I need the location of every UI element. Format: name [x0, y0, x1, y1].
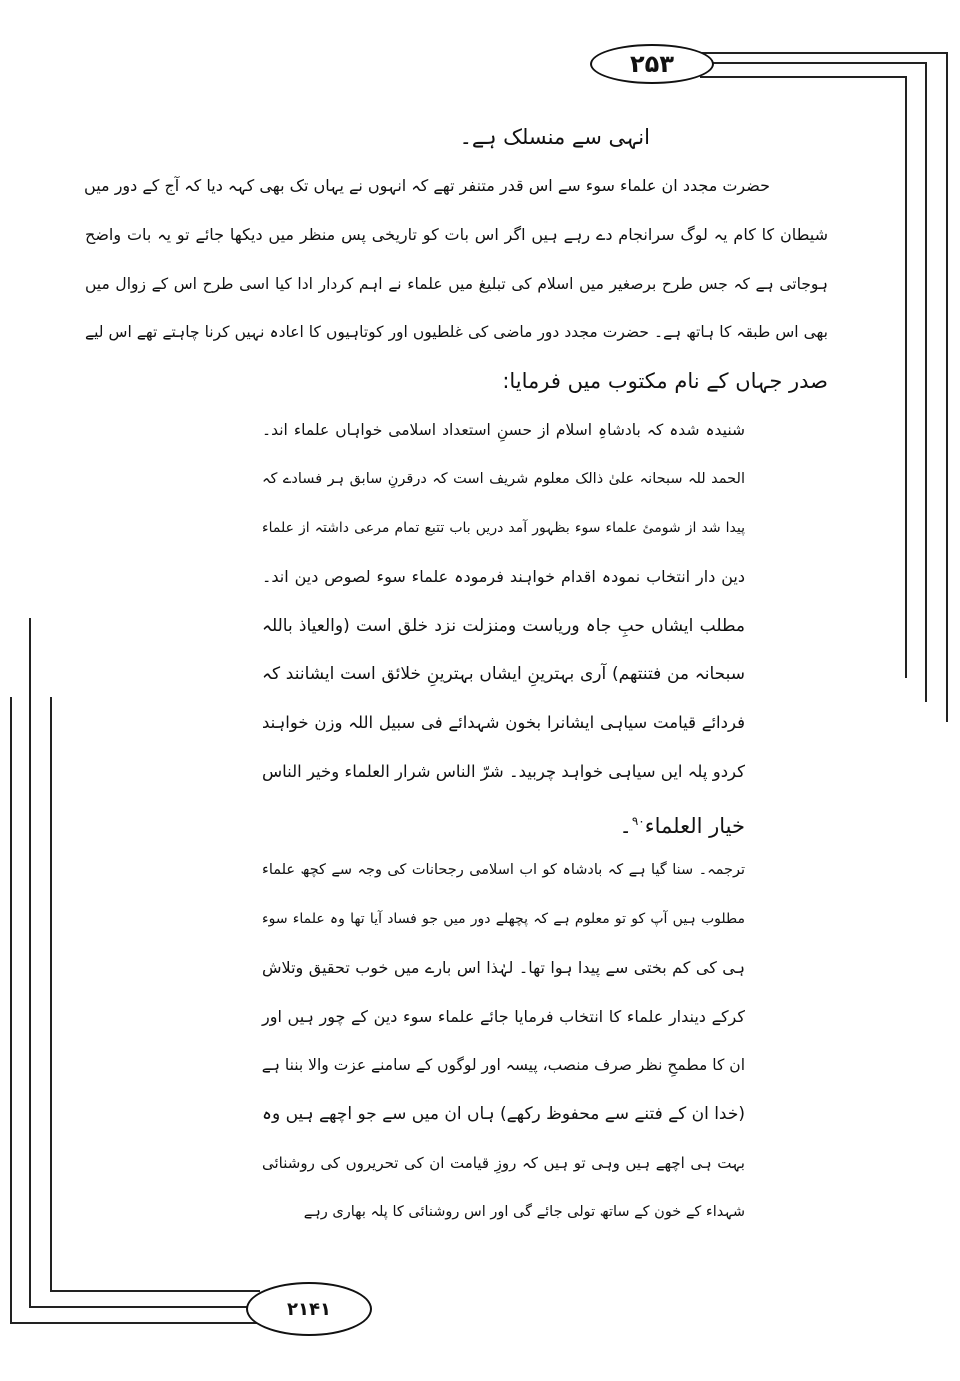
quote-line: دین دار انتخاب نمودہ اقدام خواہند فرمودہ علماء سوء لصوص دین اند۔ [262, 567, 745, 586]
text-line: شیطان کا کام یہ لوگ سرانجام دے رہے ہیں اگر اس بات کو تاریخی پس منظر میں دیکھا جائے تو یہ بات واضح [85, 225, 828, 244]
frame-line [50, 697, 52, 1291]
frame-line [705, 62, 927, 64]
quote-line: سبحانہ من فتنتھم) آری بہترینِ ایشاں بہترینِ خلائق است ایشانند کہ [262, 664, 745, 684]
frame-line [946, 52, 948, 722]
translation-line: کرکے دیندار علماء کا انتخاب فرمایا جائے علماء سوء دین کے چور ہیں اور [262, 1007, 745, 1026]
text-line: ہوجاتی ہے کہ جس طرح برصغیر میں اسلام کی تبلیغ میں علماء نے اہم کردار ادا کیا اسی طرح اس کے زوال میں [85, 275, 828, 293]
text-line: حضرت مجدد ان علماء سوء سے اس قدر متنفر تھے کہ انہوں نے یہاں تک بھی کہہ دیا کہ آج کے دور میں [84, 176, 770, 195]
frame-line [29, 1306, 254, 1308]
quote-line: پیدا شد از شومئ علماء سوء بظہور آمد دریں باب تتبع تمام مرعی داشتہ از علماء [262, 520, 745, 536]
page-number-top: ۲۵۳ [590, 44, 714, 84]
frame-line [925, 62, 927, 702]
translation-line: (خدا ان کے فتنے سے محفوظ رکھے) ہاں ان میں سے جو اچھے ہیں وہ [262, 1104, 745, 1124]
quote-end-mark: ۔ [619, 814, 632, 838]
text-line: انہی سے منسلک ہے۔ [459, 125, 650, 149]
text-line: بھی اس طبقہ کا ہاتھ ہے۔ حضرت مجدد دور ماضی کی غلطیوں اور کوتاہیوں کا اعادہ نہیں کرنا چاہتے تھے اس لیے [85, 323, 828, 341]
frame-line [50, 1290, 260, 1292]
text-line: صدر جہاں کے نام مکتوب میں فرمایا: [502, 369, 828, 393]
quote-line: شنیدہ شدہ کہ بادشاہِ اسلام از حسنِ استعداد اسلامی خواہاں علماء اند۔ [262, 421, 745, 439]
quote-line: فردائے قیامت سیاہی ایشانرا بخون شہدائے فی سبیل اللہ وزن خواہند [262, 713, 745, 732]
quote-line: کردو پلہ ایں سیاہی خواہد چربید۔ شرّ الناس شرار العلماء وخیر الناس [261, 762, 745, 781]
footnote-reference[interactable]: ۹۰ [631, 814, 645, 828]
quote-line: الحمد للہ سبحانہ علیٰ ذالک معلوم شریف است کہ درقرنِ سابق ہر فسادے کہ [262, 471, 745, 487]
frame-line [905, 76, 907, 678]
frame-line [29, 618, 31, 1308]
frame-line [700, 52, 948, 54]
translation-line: ہی کی کم بختی سے پیدا ہوا تھا۔ لہٰذا اس بارے میں خوب تحقیق وتلاش [262, 958, 745, 977]
frame-line [10, 1322, 260, 1324]
page-number-bottom: ۲۱۴۱ [246, 1282, 372, 1336]
translation-line: ترجمہ۔ سنا گیا ہے کہ بادشاہ کو اب اسلامی رجحانات کی وجہ سے کچھ علماء [262, 862, 745, 878]
translation-line: شہداء کے خون کے ساتھ تولی جائے گی اور اس روشنائی کا پلہ بھاری رہے [303, 1204, 745, 1220]
frame-line [10, 697, 12, 1324]
frame-line [700, 76, 907, 78]
translation-line: ان کا مطمحِ نظر صرف منصب، پیسہ اور لوگوں کے سامنے عزت والا بننا ہے [261, 1056, 745, 1074]
quote-line: مطلب ایشاں حبِ جاہ وریاست ومنزلت نزد خلق است (والعیاذ باللہ [262, 616, 745, 636]
quote-line [500, 801, 745, 841]
quote-last-text: خیار العلماء [644, 814, 745, 838]
translation-line: مطلوب ہیں آپ کو تو معلوم ہے کہ پچھلے دور میں جو فساد آیا تھا وہ علماء سوء [262, 911, 745, 927]
translation-line: بہت ہی اچھے ہیں وہی تو ہیں کہ روزِ قیامت ان کی تحریروں کی روشنائی [262, 1154, 745, 1172]
